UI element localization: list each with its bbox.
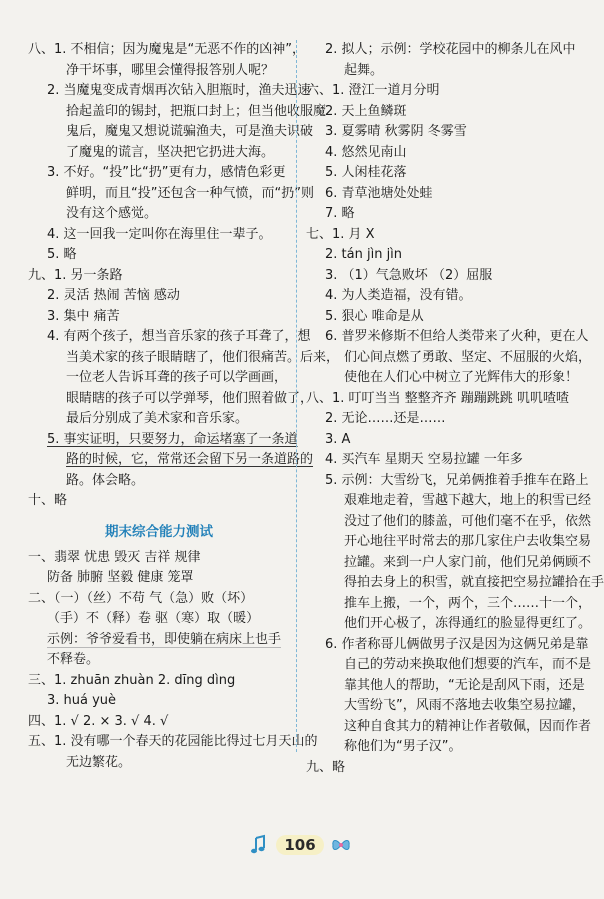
music-note-icon <box>248 834 270 856</box>
answer-text: 起舞。 <box>344 62 384 78</box>
answer-text: 拾起盖印的锡封，把瓶口封上；但当他收服魔 <box>66 103 327 119</box>
answer-text: 们心间点燃了勇敢、坚定、不屈服的火焰， <box>344 349 592 365</box>
answer-line <box>306 512 592 533</box>
answer-text: 推车上搬，一个，两个，三个……十一个， <box>344 595 592 611</box>
answer-line <box>28 568 290 589</box>
answer-text: 当美术家的孩子眼睛瞎了，他们很痛苦。后来， <box>66 349 340 365</box>
answer-line <box>306 491 592 512</box>
answer-text: 没过了他们的膝盖，可他们毫不在乎，依然 <box>344 513 592 529</box>
answer-line <box>28 609 290 630</box>
page-number: 106 <box>276 835 323 855</box>
answer-text: 大雪纷飞”，风雨不落地去收集空易拉罐， <box>344 698 585 713</box>
answer-line <box>28 327 311 348</box>
answer-text: 路。体会略。 <box>66 472 145 488</box>
answer-text: 三、1. zhuān zhuàn 2. dīng dìng <box>28 672 236 688</box>
answer-text: 示例：爷爷爱看书，即使躺在病床上也手 <box>47 631 282 647</box>
answer-line <box>28 732 318 753</box>
answer-line <box>306 102 588 123</box>
answer-text: 鬼后，魔鬼又想说谎骗渔夫，可是渔夫识破 <box>66 124 314 139</box>
answer-text: 2. 当魔鬼变成青烟再次钻入胆瓶时，渔夫迅速 <box>47 83 311 98</box>
answer-line <box>28 548 290 569</box>
page-footer <box>0 828 600 862</box>
answer-line <box>306 696 588 717</box>
answer-line <box>306 122 588 143</box>
answer-line <box>306 204 588 225</box>
answer-text: 7. 略 <box>325 206 355 221</box>
answer-line <box>28 630 290 651</box>
answer-line <box>306 286 588 307</box>
answer-text: 6. 青草池塘处处蛙 <box>325 185 433 201</box>
answer-text: 靠其他人的帮助，“无论是刮风下雨，还是 <box>344 677 585 693</box>
answer-text: 5. 示例：大雪纷飞，兄弟俩推着手推车在路上 <box>325 472 589 488</box>
answer-text: 六、1. 澄江一道月分明 <box>306 83 440 98</box>
answer-line <box>28 430 298 451</box>
answer-line <box>28 409 290 430</box>
answer-text: 无边繁花。 <box>66 754 132 770</box>
answer-text: 5. 略 <box>47 247 77 262</box>
answer-line <box>306 409 588 430</box>
bow-decoration-icon <box>330 834 352 856</box>
answer-text: 没有这个感觉。 <box>66 206 158 221</box>
answer-text: 2. 拟人；示例：学校花园中的柳条儿在风中 <box>325 42 576 57</box>
answer-line <box>28 589 290 610</box>
answer-text: 了魔鬼的谎言，坚决把它扔进大海。 <box>66 144 275 160</box>
answer-text: 4. 为人类造福，没有错。 <box>325 288 472 303</box>
answer-line <box>28 143 290 164</box>
answer-line <box>306 245 588 266</box>
answer-text: 5. 人闲桂花落 <box>325 165 407 180</box>
answer-line <box>306 553 592 574</box>
answer-line <box>306 471 588 492</box>
answer-line <box>28 712 290 733</box>
answer-text: 2. 无论……还是…… <box>325 411 446 426</box>
answer-text: 3. 集中 痛苦 <box>47 308 120 324</box>
answer-line <box>306 635 588 656</box>
answer-text: 开心地往平时常去的那几家住户去收集空易 <box>344 534 592 549</box>
answer-line <box>28 61 290 82</box>
answer-text: 鲜明，而且“投”还包含一种气愤，而“扔”则 <box>66 185 314 201</box>
answer-line <box>306 430 588 451</box>
answer-text: 3. A <box>325 431 351 447</box>
answer-line <box>28 348 340 369</box>
answer-line <box>28 753 290 774</box>
answer-line <box>28 691 290 712</box>
answer-line <box>306 594 592 615</box>
answer-line <box>28 671 290 692</box>
answer-text: 四、1. √ 2. × 3. √ 4. √ <box>28 713 169 729</box>
answer-text: 净干坏事，哪里会懂得报答别人呢？ <box>66 62 275 78</box>
answer-line <box>306 40 588 61</box>
answer-line <box>306 163 588 184</box>
answer-line <box>306 348 592 369</box>
answer-text: 二、（一）（丝）不苟 气（急）败（坏） <box>28 590 254 606</box>
answer-text: 他们开心极了，冻得通红的脸显得更红了。 <box>344 616 592 631</box>
answer-text: 路的时候，它，常常还会留下另一条道路的 <box>66 452 314 467</box>
answer-text: 艰难地走着，雪越下越大，地上的积雪已经 <box>344 493 592 508</box>
answer-line <box>28 650 290 671</box>
answer-text: 十、略 <box>28 493 68 508</box>
answer-line <box>28 389 314 410</box>
answer-text: 2. 天上鱼鳞斑 <box>325 103 407 119</box>
answer-text: 得拍去身上的积雪，就直接把空易拉罐拾在手 <box>344 575 604 590</box>
section-title: 期末综合能力测试 <box>105 523 213 540</box>
answer-text: 6. 作者称哥儿俩做男子汉是因为这俩兄弟是靠 <box>325 636 589 652</box>
answer-text: 4. 买汽车 星期天 空易拉罐 一年多 <box>325 452 523 467</box>
answer-line <box>306 532 592 553</box>
answer-line <box>306 758 588 779</box>
answer-text: 一位老人告诉耳聋的孩子可以学画画， <box>66 370 288 385</box>
answer-text: 五、1. 没有哪一个春天的花园能比得过七月天山的 <box>28 734 318 749</box>
answer-line <box>306 676 588 697</box>
answer-line <box>306 327 588 348</box>
answer-text: 3. （1）气急败坏 （2）屈服 <box>325 267 493 283</box>
answer-text: 七、1. 月 X <box>306 226 375 242</box>
answer-text: 不释卷。 <box>47 652 100 667</box>
answer-text: 八、1. 叮叮当当 整整齐齐 蹦蹦跳跳 叽叽喳喳 <box>306 390 569 406</box>
answer-line <box>306 143 588 164</box>
answer-line <box>306 61 588 82</box>
answer-text: 5. 事实证明，只要努力，命运堵塞了一条道 <box>47 431 298 447</box>
answer-text: 九、略 <box>306 759 346 775</box>
answer-line <box>28 81 311 102</box>
answer-line <box>28 163 290 184</box>
answer-line <box>28 40 306 61</box>
answer-text: 最后分别成了美术家和音乐家。 <box>66 411 249 426</box>
answer-text: 八、1. 不相信；因为魔鬼是“无恶不作的凶神”， <box>28 42 306 57</box>
answer-line <box>306 266 588 287</box>
answer-text: 2. tán jìn jìn <box>325 247 403 262</box>
answer-text: 拉罐。来到一户人家门前，他们兄弟俩顾不 <box>344 554 592 570</box>
answer-line <box>28 368 290 389</box>
answer-line <box>28 122 314 143</box>
answer-line <box>306 655 592 676</box>
answer-line <box>28 184 314 205</box>
answer-text: 防备 肺腑 坚毅 健康 笼罩 <box>47 570 194 585</box>
answer-line <box>306 573 604 594</box>
answer-text: 4. 悠然见南山 <box>325 144 407 160</box>
answer-line <box>306 184 588 205</box>
answer-line <box>28 471 290 492</box>
answer-line <box>306 614 592 635</box>
answer-line <box>28 286 290 307</box>
answer-text: 使他在人们心中树立了光辉伟大的形象！ <box>344 370 579 385</box>
answer-text: 4. 有两个孩子，想当音乐家的孩子耳聋了，想 <box>47 329 311 344</box>
answer-text: 一、翡翠 忧患 毁灭 吉祥 规律 <box>28 549 201 565</box>
answer-text: （手）不（释）卷 驱（寒）取（暖） <box>47 611 260 626</box>
answer-text: 4. 这一回我一定叫你在海里住一辈子。 <box>47 226 272 242</box>
answer-line <box>28 307 290 328</box>
answer-line <box>306 225 588 246</box>
answer-text: 自己的劳动来换取他们想要的汽车，而不是 <box>344 657 592 672</box>
answer-text: 3. 不好。“投”比“扔”更有力，感情色彩更 <box>47 165 286 180</box>
answer-line <box>28 102 327 123</box>
answer-line <box>28 491 290 512</box>
answer-line <box>306 81 588 102</box>
answer-line <box>306 368 588 389</box>
answer-text: 称他们为“男子汉”。 <box>344 739 462 754</box>
answer-line <box>28 225 290 246</box>
answer-line <box>306 389 588 410</box>
answer-line <box>306 737 588 758</box>
answer-text: 九、1. 另一条路 <box>28 267 123 283</box>
answer-line <box>28 245 290 266</box>
answer-text: 2. 灵活 热闹 苦恼 感动 <box>47 288 180 303</box>
answer-text: 眼睛瞎的孩子可以学弹琴，他们照着做了， <box>66 390 314 406</box>
answer-line <box>306 307 588 328</box>
answer-text: 3. 夏雾晴 秋雾阴 冬雾雪 <box>325 124 467 139</box>
answer-line <box>28 204 290 225</box>
answer-line <box>28 450 314 471</box>
answer-text: 6. 普罗米修斯不但给人类带来了火种，更在人 <box>325 329 589 344</box>
column-divider <box>296 40 297 752</box>
answer-column-right <box>306 40 604 778</box>
answer-line <box>28 266 290 287</box>
answer-line <box>306 450 588 471</box>
answer-text: 3. huá yuè <box>47 693 117 708</box>
answer-line <box>306 717 592 738</box>
answer-text: 这种自食其力的精神让作者敬佩，因而作者 <box>344 718 592 734</box>
answer-text: 5. 狠心 唯命是从 <box>325 308 424 324</box>
